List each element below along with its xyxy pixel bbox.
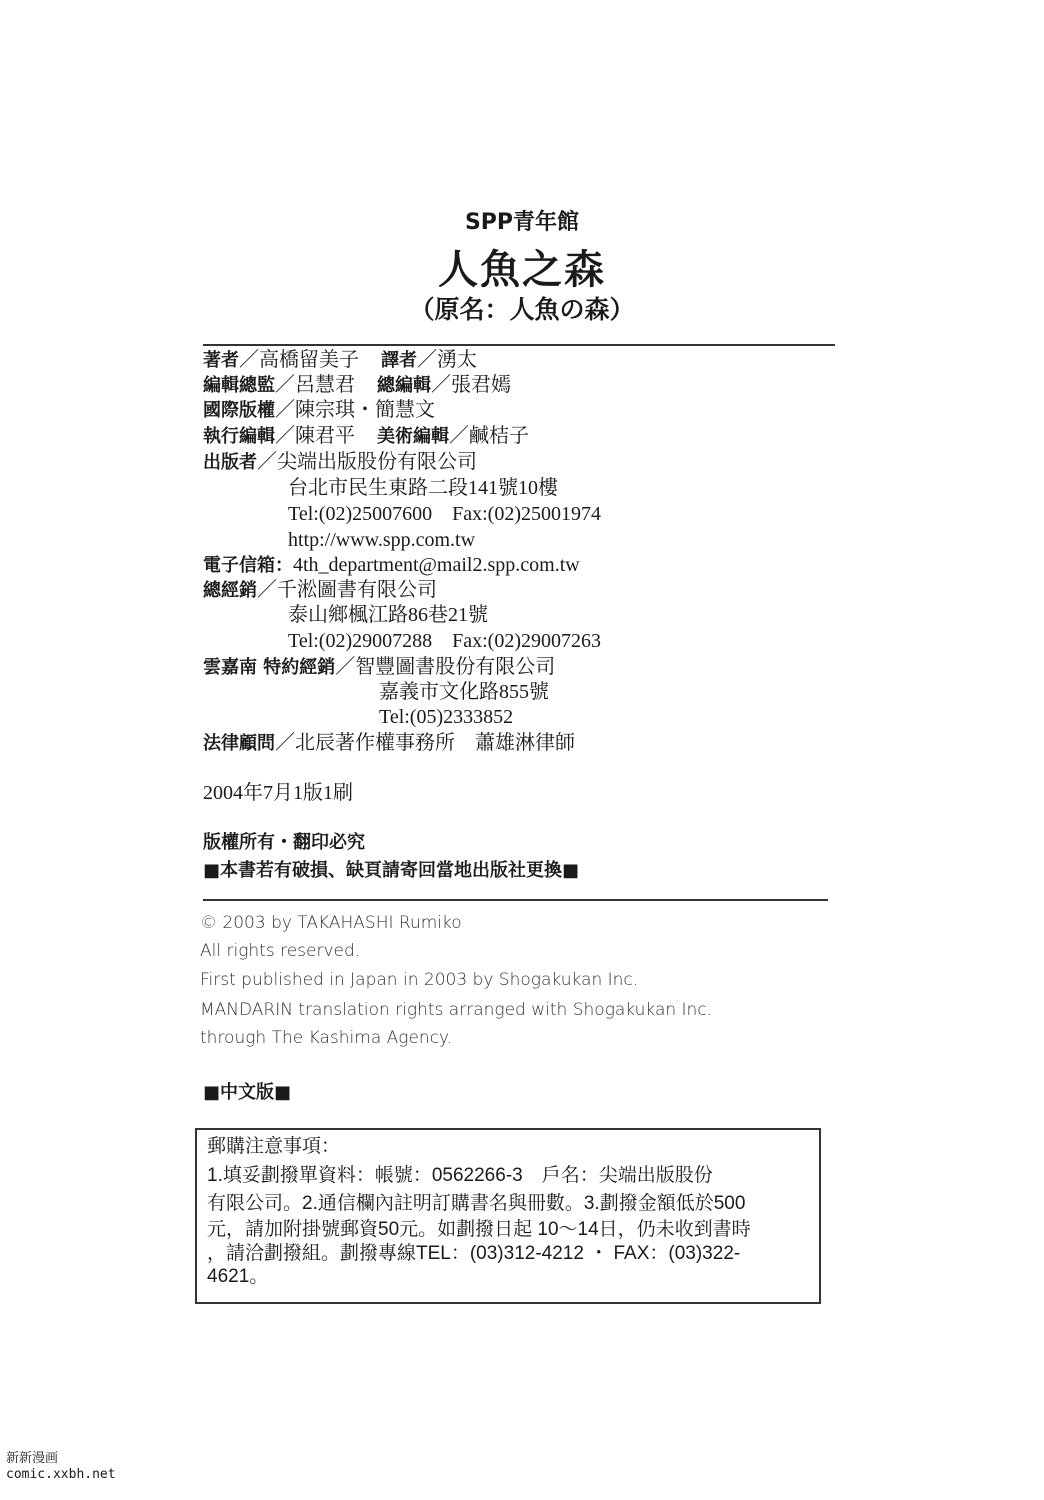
separator: ／ (275, 425, 295, 447)
publisher-website: http://www.spp.com.tw (288, 529, 476, 551)
credit-line (203, 398, 435, 423)
watermark-url: comic.xxbh.net (6, 1467, 116, 1482)
mail-order-line: 郵購注意事項： (207, 1136, 341, 1157)
copyright-line: All rights reserved. (200, 941, 361, 961)
distributor-address: 泰山鄉楓江路86巷21號 (288, 604, 488, 626)
credit-role: 執行編輯 (203, 426, 275, 447)
credit-name: 尖端出版股份有限公司 (277, 451, 477, 473)
credit-name: 陳君平 (295, 425, 355, 447)
mail-order-line: 1.填妥劃撥單資料：帳號：0562266-3 戶名：尖端出版股份 (207, 1165, 713, 1186)
copyright-line: MANDARIN translation rights arranged with Shogakukan Inc. (200, 1000, 713, 1020)
series-name: SPP青年館 (464, 210, 580, 235)
mail-order-line: 有限公司。2.通信欄內註明訂購書名與冊數。3.劃撥金額低於500 (207, 1193, 746, 1214)
mail-order-line: 4621。 (207, 1266, 269, 1287)
distributor-phone: Tel:(02)29007288 Fax:(02)29007263 (288, 630, 602, 652)
credit-role: 著者 (203, 350, 239, 371)
credit-name: 張君嫣 (451, 374, 511, 396)
edition: 2004年7月1版1刷 (203, 782, 353, 804)
credit-line (203, 348, 477, 373)
credit-role: 編輯總監 (203, 375, 275, 396)
credit-role: 國際版權 (203, 400, 275, 421)
watermark-title: 新新漫画 (6, 1451, 59, 1466)
publisher-address: 台北市民生東路二段141號10樓 (288, 477, 558, 499)
legal-line: 法律顧問／北辰著作權事務所 蕭雄淋律師 (203, 732, 575, 754)
separator: ／ (449, 425, 469, 447)
book-title: 人魚之森 (438, 247, 606, 293)
credit-name: 鹹桔子 (469, 425, 529, 447)
separator: ／ (239, 349, 259, 371)
copyright-line: through The Kashima Agency. (200, 1028, 453, 1048)
copyright-line: © 2003 by TAKAHASHI Rumiko (200, 913, 462, 933)
credit-name: 呂慧君 (295, 374, 355, 396)
credit-name: 高橋留美子 (259, 349, 359, 371)
mail-order-box (195, 1128, 821, 1304)
credit-name: 湧太 (437, 349, 477, 371)
distributor-line: 總經銷／千淞圖書有限公司 (203, 579, 437, 601)
separator: ／ (431, 374, 451, 396)
publisher-phone: Tel:(02)25007600 Fax:(02)25001974 (288, 503, 602, 525)
regional-address: 嘉義市文化路855號 (379, 681, 549, 703)
separator: ／ (417, 349, 437, 371)
divider (203, 344, 835, 346)
mail-order-line: 元，請加附掛號郵資50元。如劃撥日起 10～14日，仍未收到書時 (207, 1219, 751, 1240)
credit-role: 出版者 (203, 452, 257, 473)
separator: ／ (275, 374, 295, 396)
credit-role: 譯者 (381, 350, 417, 371)
credit-line (203, 373, 511, 398)
divider (203, 899, 828, 901)
original-title: （原名：人魚の森） (409, 295, 635, 324)
mail-order-line: ，請洽劃撥組。劃撥專線TEL：(03)312-4212 ・ FAX：(03)322- (207, 1243, 741, 1264)
regional-distributor-line: 雲嘉南 特約經銷／智豐圖書股份有限公司 (203, 656, 556, 678)
separator: ／ (275, 399, 295, 421)
credit-line (203, 424, 529, 449)
separator: ／ (257, 451, 277, 473)
credit-role: 總編輯 (377, 375, 431, 396)
credit-role: 美術編輯 (377, 426, 449, 447)
credit-line (203, 450, 477, 475)
regional-phone: Tel:(05)2333852 (379, 706, 514, 728)
copyright-line: First published in Japan in 2003 by Shogakukan Inc. (200, 970, 639, 990)
credit-name: 陳宗琪・簡慧文 (295, 399, 435, 421)
rights-notice: 版權所有・翻印必究 (203, 832, 365, 853)
email-line: 電子信箱：4th_department@mail2.spp.com.tw (203, 554, 580, 576)
damage-notice: ■本書若有破損、缺頁請寄回當地出版社更換■ (203, 860, 580, 881)
chinese-edition-label: ■中文版■ (203, 1082, 292, 1103)
